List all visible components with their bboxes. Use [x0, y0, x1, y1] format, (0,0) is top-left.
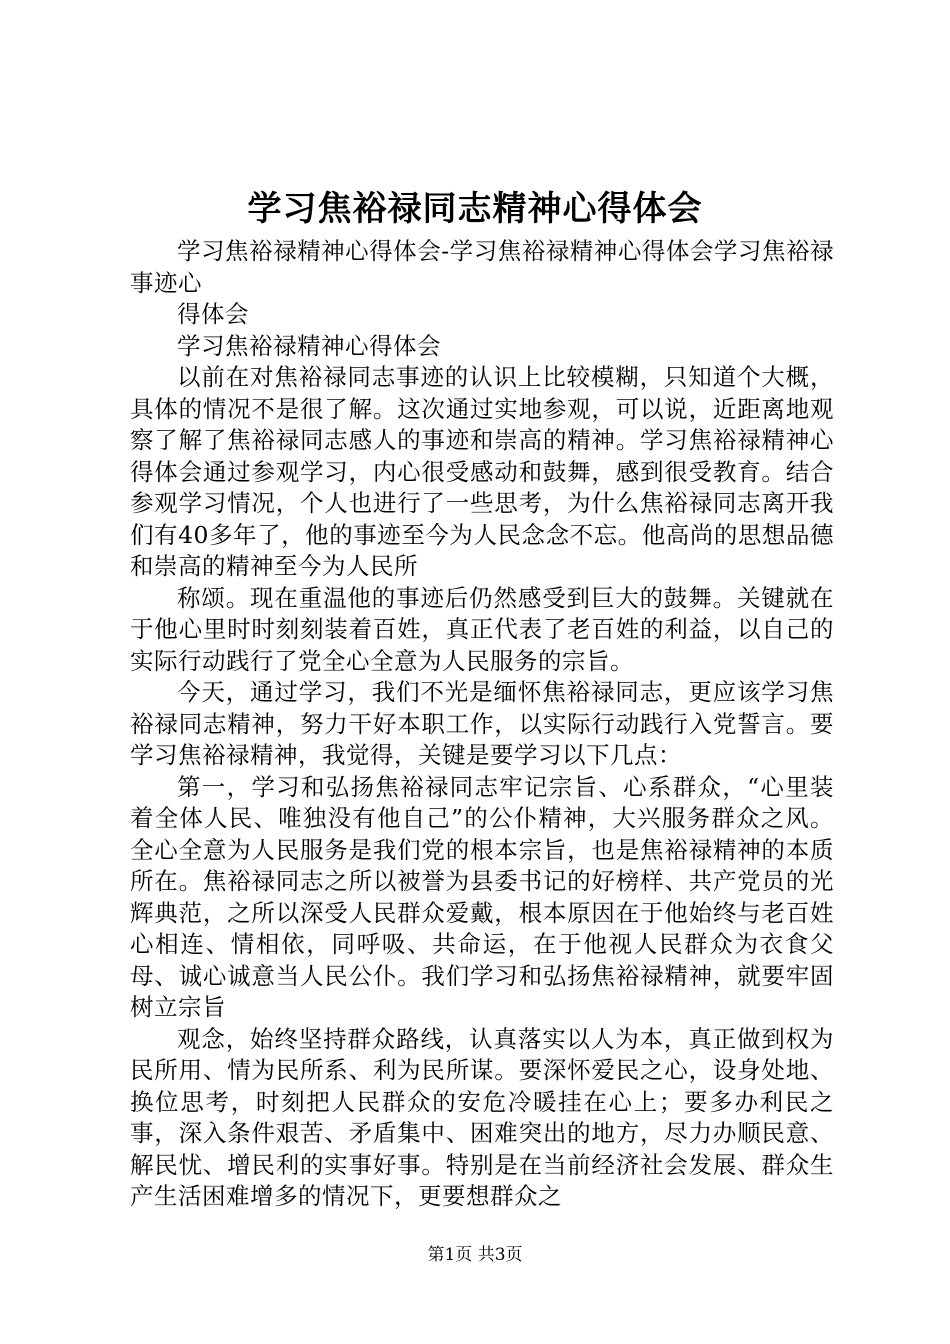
paragraph-2: 得体会 — [177, 300, 249, 328]
paragraph-8: 观念，始终坚持群众路线，认真落实以人为本，真正做到权为民所用、情为民所系、利为民所谋。要深怀爱民之心，设身处地、换位思考，时刻把人民群众的安危冷暖挂在心上；要多办利民之事，深入条件艰苦、矛盾集中、困难突出的地方，尽力办顺民意、解民忧、增民利的实事好事。特别是在当前经济社会发展、群众生产生活困难增多的情况下，更要想群众之 — [130, 1024, 834, 1210]
paragraph-7: 第一，学习和弘扬焦裕禄同志牢记宗旨、心系群众，“心里装着全体人民、唯独没有他自己”的公仆精神，大兴服务群众之风。全心全意为人民服务是我们党的根本宗旨，也是焦裕禄精神的本质所在。焦裕禄同志之所以被誉为县委书记的好榜样、共产党员的光辉典范，之所以深受人民群众爱戴，根本原因在于他始终与老百姓心相连、情相依，同呼吸、共命运，在于他视人民群众为衣食父母、诚心诚意当人民公仆。我们学习和弘扬焦裕禄精神，就要牢固树立宗旨 — [130, 772, 834, 1021]
paragraph-1: 学习焦裕禄精神心得体会-学习焦裕禄精神心得体会学习焦裕禄事迹心 — [130, 237, 834, 297]
document-title: 学习焦裕禄同志精神心得体会 — [247, 189, 703, 229]
paragraph-5: 称颂。现在重温他的事迹后仍然感受到巨大的鼓舞。关键就在于他心里时时刻刻装着百姓，真正代表了老百姓的利益，以自己的实际行动践行了党全心全意为人民服务的宗旨。 — [130, 583, 834, 675]
page-footer: 第1页 共3页 — [427, 1245, 523, 1265]
paragraph-3: 学习焦裕禄精神心得体会 — [177, 331, 441, 360]
paragraph-4: 以前在对焦裕禄同志事迹的认识上比较模糊，只知道个大概，具体的情况不是很了解。这次通过实地参观，可以说，近距离地观察了解了焦裕禄同志感人的事迹和崇高的精神。学习焦裕禄精神心得体会通过参观学习，内心很受感动和鼓舞，感到很受教育。结合参观学习情况，个人也进行了一些思考，为什么焦裕禄同志离开我们有40多年了，他的事迹至今为人民念念不忘。他高尚的思想品德和崇高的精神至今为人民所 — [130, 363, 834, 580]
document-body — [130, 236, 834, 1213]
paragraph-6: 今天，通过学习，我们不光是缅怀焦裕禄同志，更应该学习焦裕禄同志精神，努力干好本职工作，以实际行动践行入党誓言。要学习焦裕禄精神，我觉得，关键是要学习以下几点： — [130, 678, 834, 769]
